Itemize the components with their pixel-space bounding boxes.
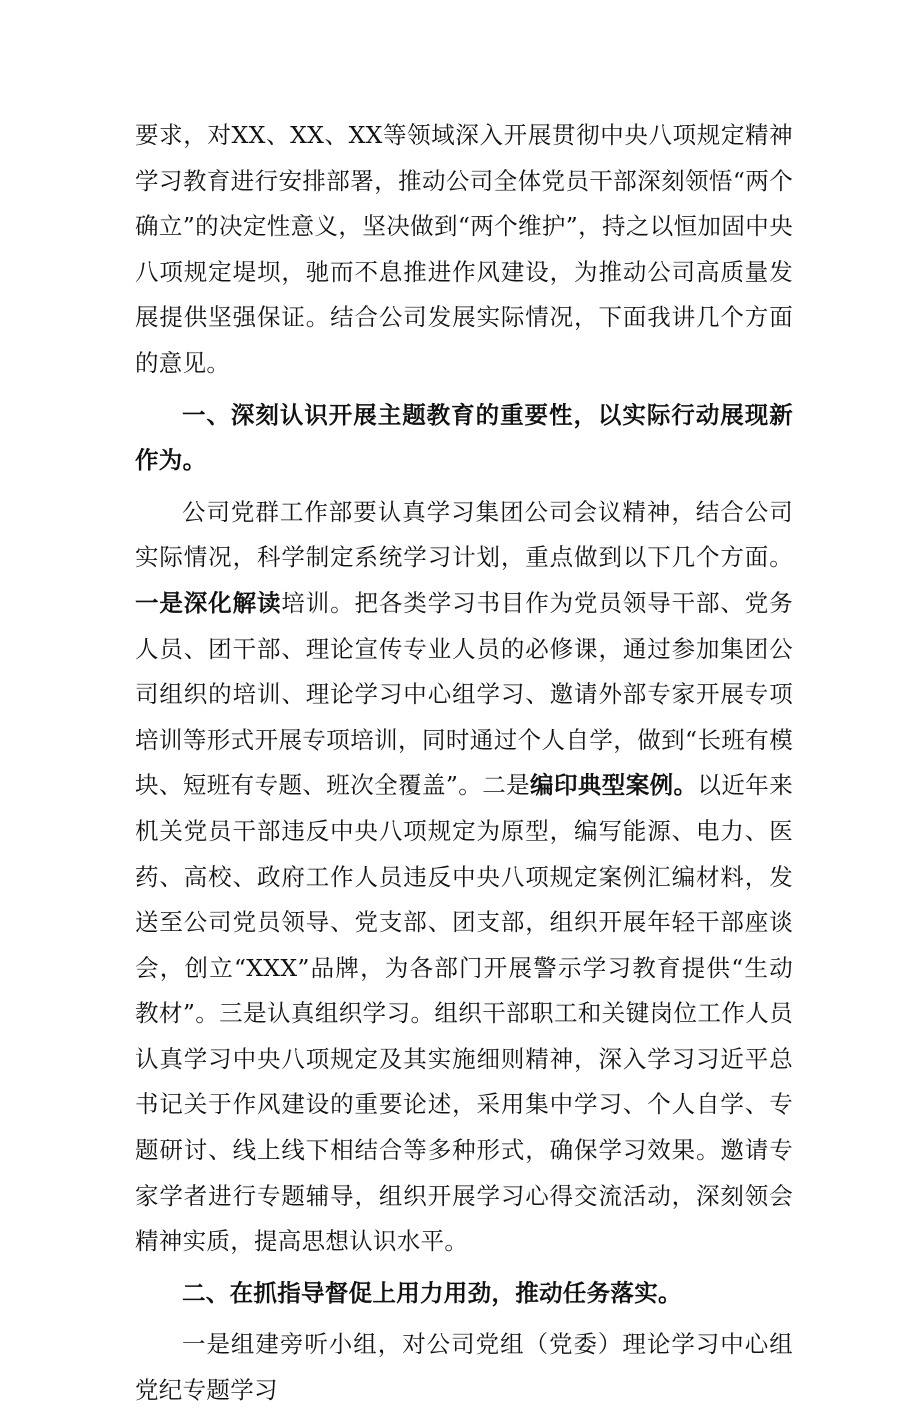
paragraph-text: 培训。把各类学习书目作为党员领导干部、党务人员、团干部、理论宣传专业人员的必修课，通过参加集团公司组织的培训、理论学习中心组学习、邀请外部专家开展专项培训等形式开展专项培训，同时通过个人自学，做到“长班有模块、短班有专题、班次全覆盖”。二是 bbox=[135, 588, 793, 800]
body-paragraph-2 bbox=[135, 490, 793, 1265]
bold-phrase: 一是深化解读 bbox=[135, 588, 282, 617]
section-heading-2: 二、在抓指导督促上用力用劲，推动任务落实。 bbox=[182, 1278, 682, 1307]
paragraph-text: 以近年来机关党员干部违反中央八项规定为原型，编写能源、电力、医药、高校、政府工作人员违反中央八项规定案例汇编材料，发送至公司党员领导、党支部、团支部，组织开展年轻干部座谈会，创立“XXX”品牌，为各部门开展警示学习教育提供“生动教材”。三是认真组织学习。组织干部职工和关键岗位工作人员认真学习中央八项规定及其实施细则精神，深入学习习近平总书记关于作风建设的重要论述，采用集中学习、个人自学、专题研讨、线上线下相结合等多种形式，确保学习效果。邀请专家学者进行专题辅导，组织开展学习心得交流活动，深刻领会精神实质，提高思想认识水平。 bbox=[135, 771, 793, 1256]
body-paragraph-3: 一是组建旁听小组，对公司党组（党委）理论学习中心组党纪专题学习 bbox=[135, 1330, 793, 1405]
bold-phrase: 编印典型案例。 bbox=[530, 771, 698, 800]
body-paragraph-1: 要求，对XX、XX、XX等领域深入开展贯彻中央八项规定精神学习教育进行安排部署，推动公司全体党员干部深刻领悟“两个确立”的决定性意义，坚决做到“两个维护”，持之以恒加固中央八项规定堤坝，驰而不息推进作风建设，为推动公司高质量发展提供坚强保证。结合公司发展实际情况，下面我讲几个方面的意见。 bbox=[135, 121, 793, 377]
paragraph-text: 公司党群工作部要认真学习集团公司会议精神，结合公司实际情况，科学制定系统学习计划，重点做到以下几个方面。 bbox=[135, 497, 793, 572]
section-heading-1: 一、深刻认识开展主题教育的重要性，以实际行动展现新作为。 bbox=[135, 400, 793, 475]
